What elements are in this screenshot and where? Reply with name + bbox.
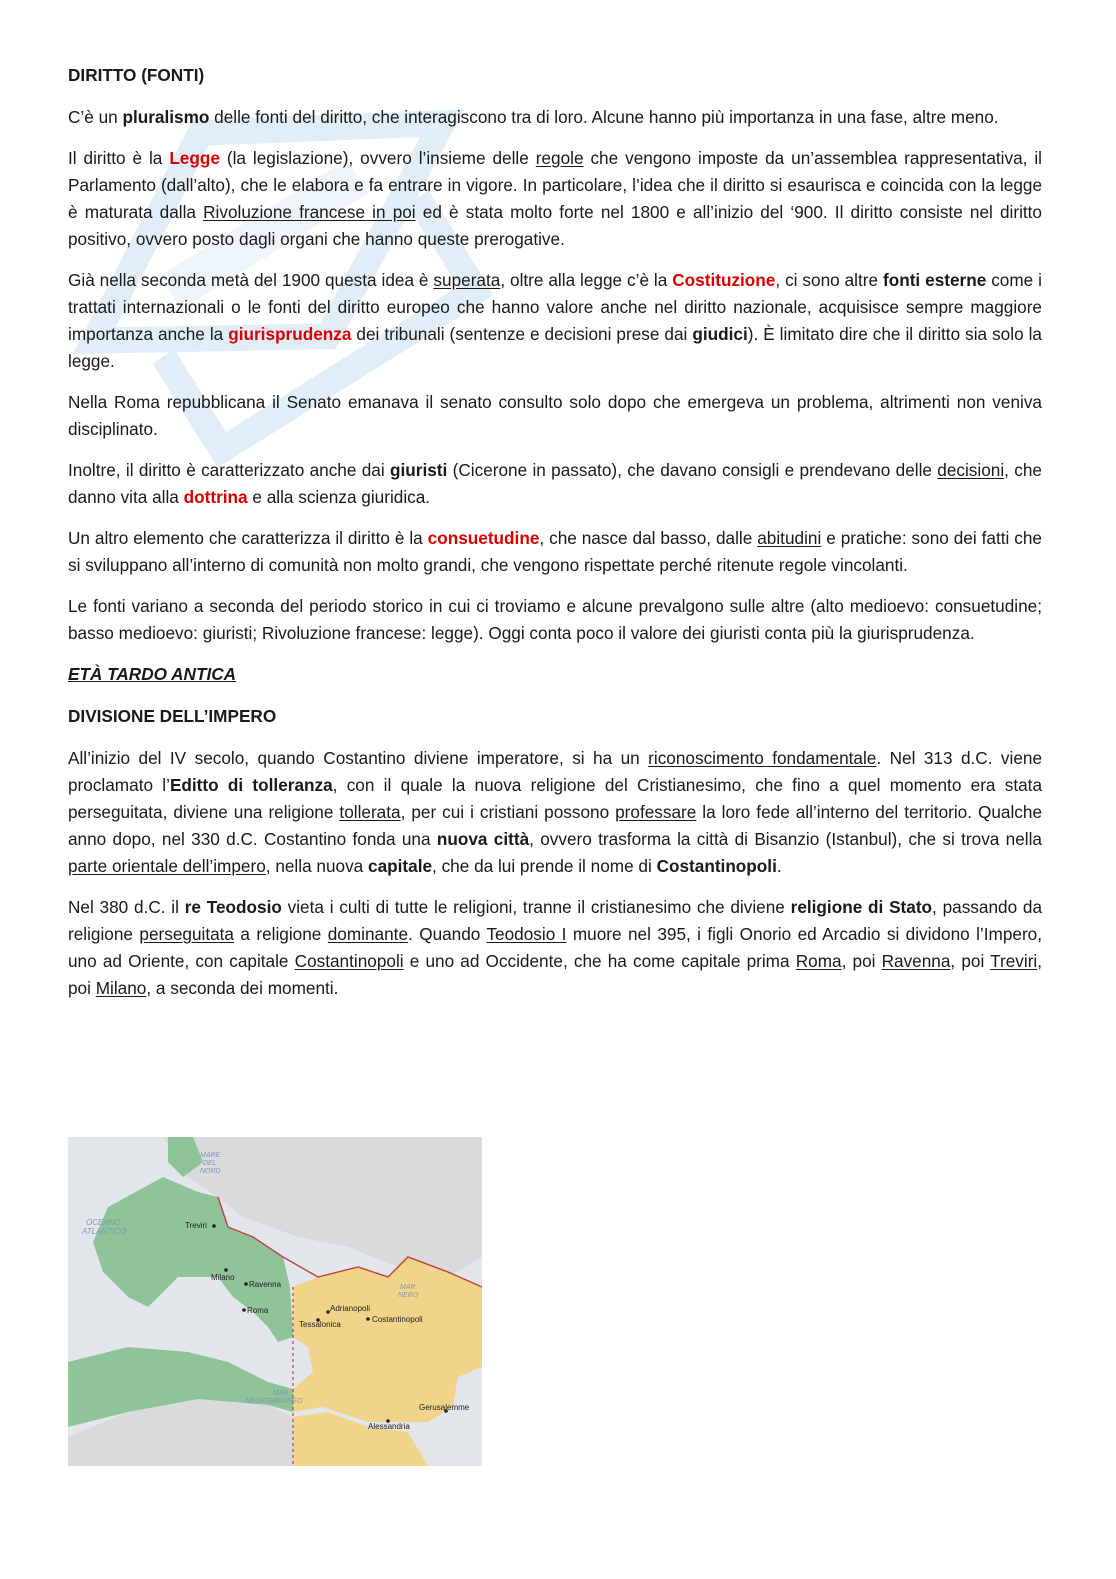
subsection-heading: DIVISIONE DELL’IMPERO [68,706,277,726]
city-ravenna: Ravenna [249,1280,282,1289]
paragraph-costantino: All’inizio del IV secolo, quando Costantino diviene imperatore, si ha un riconoscimento fondamentale. Nel 313 d.C. viene proclamato l’Editto di tolleranza, con il quale la nuova religione del Cristianesimo, che fino a quel momento era stata perseguitata, diviene una religione tollerata, per cui i cristiani possono professare la loro fede all’interno del territorio. Qualche anno dopo, nel 330 d.C. Costantino fonda una nuova città, ovvero trasforma la città di Bisanzio (Istanbul), che si trova nella parte orientale dell’impero, nella nuova capitale, che da lui prende il nome di Costantinopoli. [68,748,1043,876]
sea-label-nero-2: NERO [398,1292,419,1299]
sea-label-nord-3: NORD [200,1168,221,1175]
city-milano: Milano [211,1273,235,1282]
city-adrianopoli: Adrianopoli [330,1304,371,1313]
svg-text:OCEANOATLANTICO [81,1218,126,1236]
city-tessalonica: Tessalonica [299,1320,341,1329]
paragraph-fonti-storiche: Le fonti variano a seconda del periodo storico in cui ci troviamo e alcune prevalgono sulle altre (alto medioevo: consuetudine; basso medioevo: giuristi; Rivoluzione francese: legge). Oggi conta poco il valore dei giuristi conta più la giurisprudenza. [68,596,1042,643]
page-title: DIRITTO (FONTI) [68,65,205,85]
paragraph-costituzione: Già nella seconda metà del 1900 questa idea è superata, oltre alla legge c’è la Costituzione, ci sono altre fonti esterne come i trattati internazionali o le fonti del diritto europeo che hanno valore anche nel diritto nazionale, acquisisce sempre maggiore importanza anche la giurisprudenza dei tribunali (sentenze e decisioni prese dai giudici). È limitato dire che il diritto sia solo la legge. [68,270,1042,371]
city-alessandria: Alessandria [368,1422,410,1431]
roman-empire-map [68,1137,482,1466]
sea-label-atlantico-2: ATLANTICO [82,1227,127,1236]
paragraph-pluralismo: C’è un pluralismo delle fonti del diritto, che interagiscono tra di loro. Alcune hanno più importanza in una fase, altre meno. [68,107,999,127]
city-costantinopoli: Costantinopoli [372,1315,423,1324]
city-dot-costantinopoli [366,1317,370,1321]
paragraph-giuristi: Inoltre, il diritto è caratterizzato anche dai giuristi (Cicerone in passato), che davano consigli e prendevano delle decisioni, che danno vita alla dottrina e alla scienza giuridica. [68,460,1042,507]
section-heading: ETÀ TARDO ANTICA [68,664,237,684]
city-dot-ravenna [244,1282,248,1286]
city-dot-milano [224,1268,228,1272]
city-roma: Roma [247,1306,269,1315]
sea-label-nord-2: DEL [203,1160,217,1167]
sea-label-mediterraneo-1: MAR [273,1390,289,1397]
document-page [68,62,1042,1016]
paragraph-roma: Nella Roma repubblicana il Senato emanava il senato consulto solo dopo che emergeva un problema, altrimenti non veniva disciplinato. [68,392,1042,439]
city-gerusalemme: Gerusalemme [419,1403,470,1412]
sea-label-mediterraneo-2: MEDITERRANEO [246,1398,303,1405]
city-dot-roma [242,1308,246,1312]
sea-label-atlantico-1: OCEANO [86,1218,121,1227]
city-treviri: Treviri [185,1221,207,1230]
sea-label-nord-1: MARE [200,1152,221,1159]
sea-label-nero-1: MAR [400,1284,416,1291]
paragraph-legge: Il diritto è la Legge (la legislazione), ovvero l’insieme delle regole che vengono imposte da un’assemblea rappresentativa, il Parlamento (dall’alto), che le elabora e fa entrare in vigore. In particolare, l’idea che il diritto si esaurisca e coincida con la legge è maturata dalla Rivoluzione francese in poi ed è stata molto forte nel 1800 e all’inizio del ‘900. Il diritto consiste nel diritto positivo, ovvero posto dagli organi che hanno queste prerogative. [68,148,1042,249]
city-dot-treviri [212,1224,216,1228]
paragraph-teodosio: Nel 380 d.C. il re Teodosio vieta i culti di tutte le religioni, tranne il cristianesimo che diviene religione di Stato, passando da religione perseguitata a religione dominante. Quando Teodosio I muore nel 395, i figli Onorio ed Arcadio si dividono l’Impero, uno ad Oriente, con capitale Costantinopoli e uno ad Occidente, che ha come capitale prima Roma, poi Ravenna, poi Treviri, poi Milano, a seconda dei momenti. [68,897,1043,998]
paragraph-consuetudine: Un altro elemento che caratterizza il diritto è la consuetudine, che nasce dal basso, dalle abitudini e pratiche: sono dei fatti che si sviluppano all’interno di comunità non molto grandi, che vengono rispettate perché ritenute regole vincolanti. [68,528,1042,575]
